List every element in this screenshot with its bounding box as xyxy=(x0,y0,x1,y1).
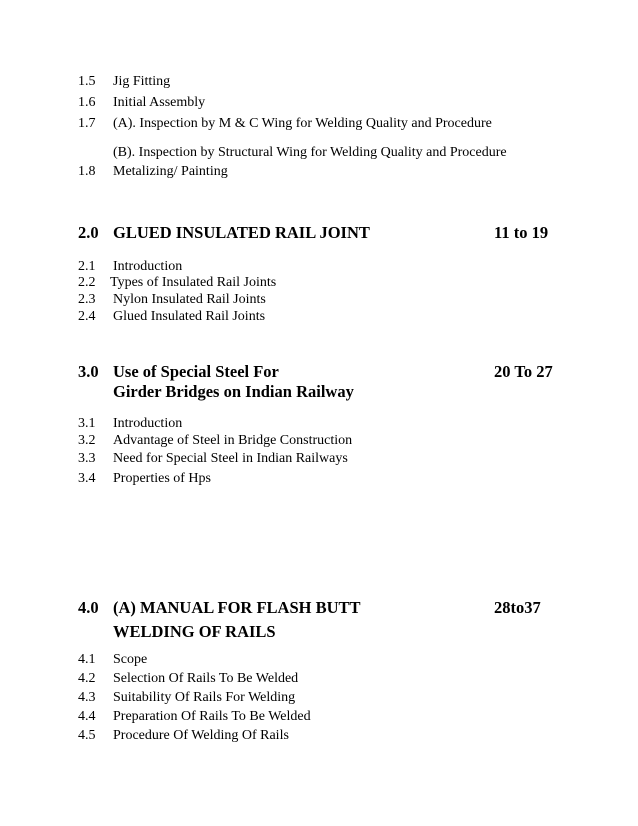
entry-title: Preparation Of Rails To Be Welded xyxy=(113,709,311,724)
entry-number: 3.1 xyxy=(78,416,96,431)
entry-number: 1.5 xyxy=(78,74,96,89)
entry-title: (B). Inspection by Structural Wing for Welding Quality and Procedure xyxy=(113,145,507,160)
entry-title: Introduction xyxy=(113,416,183,431)
section-title: (A) MANUAL FOR FLASH BUTT xyxy=(113,598,361,617)
entry-number: 4.2 xyxy=(78,671,96,686)
section-title: GLUED INSULATED RAIL JOINT xyxy=(113,223,370,242)
entry-title: Glued Insulated Rail Joints xyxy=(113,309,266,324)
entry-title: Scope xyxy=(113,652,148,667)
entry-number: 2.2 xyxy=(78,275,96,290)
entry-title: (A). Inspection by M & C Wing for Welding Quality and Procedure xyxy=(113,116,492,131)
entry-number: 4.5 xyxy=(78,728,96,743)
section-pages: 11 to 19 xyxy=(494,223,549,242)
entry-title: Need for Special Steel in Indian Railways xyxy=(113,451,348,466)
entry-number: 3.2 xyxy=(78,433,96,448)
entry-number: 4.1 xyxy=(78,652,96,667)
entry-title: Introduction xyxy=(113,259,183,274)
entry-number: 2.3 xyxy=(78,292,96,307)
entry-number: 2.4 xyxy=(78,309,96,324)
section-pages: 20 To 27 xyxy=(494,362,553,381)
entry-number: 4.3 xyxy=(78,690,96,705)
section-number: 2.0 xyxy=(78,223,99,242)
entry-number: 1.6 xyxy=(78,95,96,110)
section-pages: 28to37 xyxy=(494,598,541,617)
section-title-line-2: WELDING OF RAILS xyxy=(113,622,276,641)
entry-number: 1.7 xyxy=(78,116,96,131)
entry-title: Nylon Insulated Rail Joints xyxy=(113,292,266,307)
entry-title: Properties of Hps xyxy=(113,471,211,486)
entry-title: Suitability Of Rails For Welding xyxy=(113,690,296,705)
section-number: 3.0 xyxy=(78,362,99,381)
section-title-line-2: Girder Bridges on Indian Railway xyxy=(113,382,354,401)
entry-number: 2.1 xyxy=(78,259,96,274)
entry-title: Types of Insulated Rail Joints xyxy=(110,275,277,290)
entry-title: Procedure Of Welding Of Rails xyxy=(113,728,289,743)
entry-title: Jig Fitting xyxy=(113,74,171,89)
entry-number: 4.4 xyxy=(78,709,96,724)
entry-number: 1.8 xyxy=(78,164,96,179)
entry-number: 3.4 xyxy=(78,471,96,486)
entry-title: Metalizing/ Painting xyxy=(113,164,228,179)
section-title: Use of Special Steel For xyxy=(113,362,279,381)
entry-title: Selection Of Rails To Be Welded xyxy=(113,671,299,686)
section-number: 4.0 xyxy=(78,598,99,617)
entry-title: Advantage of Steel in Bridge Construction xyxy=(113,433,353,448)
entry-number: 3.3 xyxy=(78,451,96,466)
entry-title: Initial Assembly xyxy=(113,95,206,110)
